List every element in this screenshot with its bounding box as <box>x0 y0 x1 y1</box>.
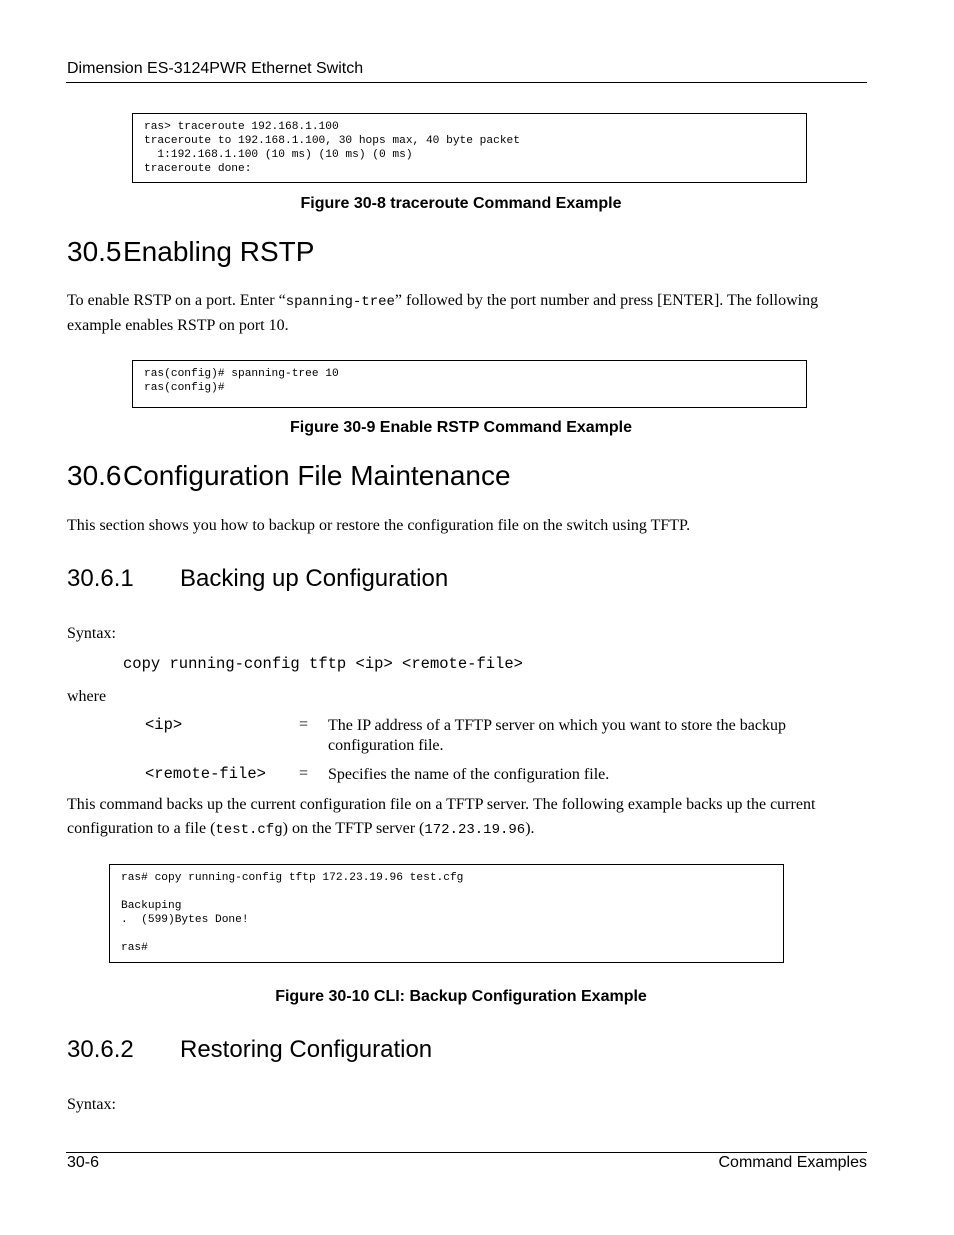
param-equals: = <box>299 716 309 733</box>
figure-caption: Figure 30-10 CLI: Backup Configuration Example <box>275 988 647 1005</box>
chapter-name: Command Examples <box>718 1154 867 1171</box>
code-line: ras(config)# spanning-tree 10 <box>144 368 339 380</box>
syntax-label: Syntax: <box>67 1096 116 1113</box>
section-number: 30.6.2 <box>67 1036 134 1063</box>
paragraph <box>67 289 857 338</box>
code-line: Backuping <box>121 900 182 912</box>
section-number: 30.6.1 <box>67 565 134 592</box>
text: This command backs up the current configuration file on a TFTP server. The following example backs up the current configuration to a file ( <box>67 796 816 837</box>
code-line: ras> traceroute 192.168.1.100 <box>144 121 339 133</box>
where-label: where <box>67 688 107 705</box>
code-line: ras(config)# <box>144 382 225 394</box>
section-title: Configuration File Maintenance <box>123 460 511 491</box>
traceroute-code-box <box>132 113 807 183</box>
paragraph: This section shows you how to backup or restore the configuration file on the switch using TFTP. <box>67 517 691 534</box>
running-header: Dimension ES-3124PWR Ethernet Switch <box>67 60 364 77</box>
section-heading-30-6 <box>67 460 511 492</box>
rstp-code-box <box>132 360 807 408</box>
param-name: <ip> <box>145 716 183 734</box>
section-heading-30-5 <box>67 236 314 268</box>
code-line: traceroute to 192.168.1.100, 30 hops max, 40 byte packet <box>144 135 520 147</box>
inline-code: 172.23.19.96 <box>424 822 526 838</box>
param-description: The IP address of a TFTP server on which you want to store the backup configuration file. <box>328 717 786 754</box>
syntax-command: copy running-config tftp <ip> <remote-file> <box>123 655 523 673</box>
code-line <box>121 927 772 941</box>
param-name: <remote-file> <box>145 765 266 783</box>
code-line <box>121 885 772 899</box>
code-line: ras# copy running-config tftp 172.23.19.96 test.cfg <box>121 872 464 884</box>
subsection-heading-30-6-2 <box>67 1036 432 1064</box>
inline-code: test.cfg <box>215 822 283 838</box>
subsection-heading-30-6-1 <box>67 565 448 593</box>
syntax-label: Syntax: <box>67 625 116 642</box>
footer-divider <box>66 1152 867 1153</box>
page-number: 30-6 <box>67 1154 100 1171</box>
text: ” followed by the port number and press [ENTER]. The following example enables RSTP on port 10. <box>67 292 819 334</box>
inline-code: spanning-tree <box>285 294 395 310</box>
text: ) on the TFTP server ( <box>282 820 425 837</box>
code-line: . (599)Bytes Done! <box>121 914 249 926</box>
backup-code-box <box>109 864 784 963</box>
code-line: ras# <box>121 942 148 954</box>
paragraph <box>67 793 857 842</box>
figure-caption: Figure 30-8 traceroute Command Example <box>300 195 622 212</box>
text: To enable RSTP on a port. Enter “ <box>67 292 286 309</box>
section-title: Enabling RSTP <box>123 236 315 267</box>
section-title: Backing up Configuration <box>180 565 449 592</box>
text: ). <box>525 820 535 837</box>
section-number: 30.6 <box>67 460 122 491</box>
section-number: 30.5 <box>67 236 122 267</box>
param-equals: = <box>299 765 309 782</box>
param-description: Specifies the name of the configuration file. <box>328 766 610 783</box>
section-title: Restoring Configuration <box>180 1036 433 1063</box>
code-line: traceroute done: <box>144 163 252 175</box>
code-line: 1:192.168.1.100 (10 ms) (10 ms) (0 ms) <box>144 149 413 161</box>
header-divider <box>66 82 867 83</box>
figure-caption: Figure 30-9 Enable RSTP Command Example <box>289 419 633 436</box>
